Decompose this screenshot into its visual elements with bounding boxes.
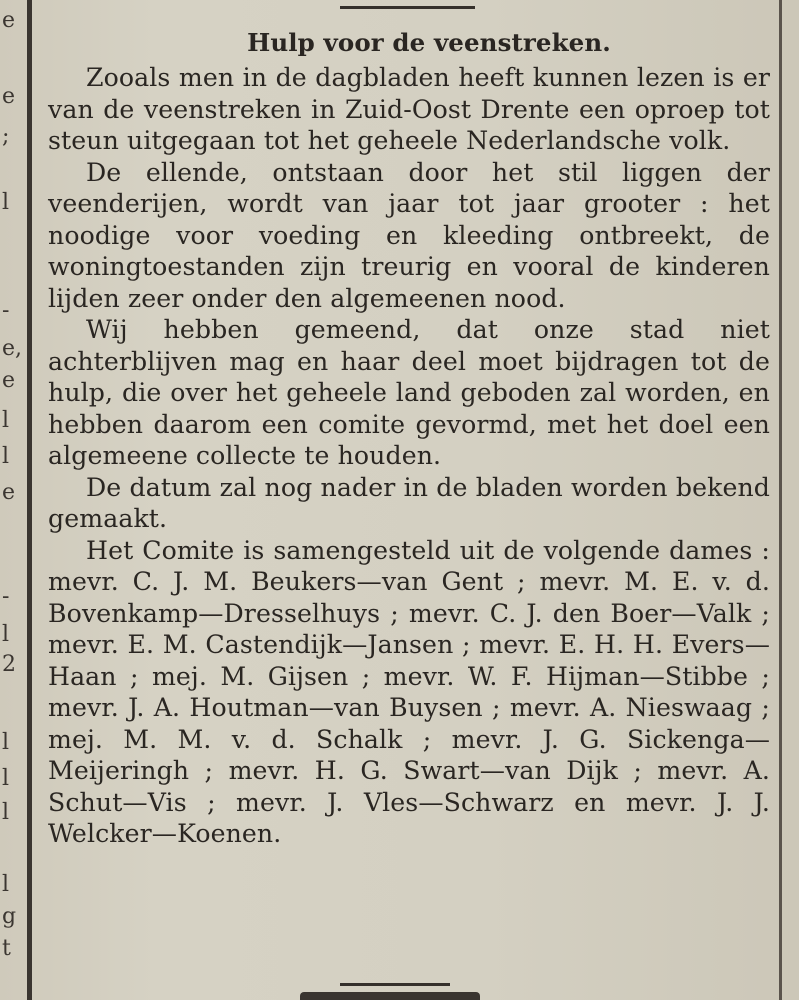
previous-column-fragment <box>0 0 26 1000</box>
article-paragraph: Wij hebben gemeend, dat onze stad niet achterblijven mag en haar deel moet bijdragen tot de hulp, die over het geheele land geboden zal worden, en hebben daarom een comite gevormd, met het doel een algemeene collecte te houden. <box>48 315 770 470</box>
margin-letter: - <box>2 298 10 323</box>
margin-letter: ; <box>2 124 10 149</box>
article-paragraph: Het Comite is samengesteld uit de volgende dames : mevr. C. J. M. Beukers—van Gent ; mevr. M. E. v. d. Bovenkamp—Dresselhuys ; mevr. C. J. den Boer—Valk ; mevr. E. M. Castendijk—Jansen ; mevr. E. H. H. Evers—Haan ; mej. M. Gijsen ; mevr. W. F. Hijman—Stibbe ; mevr. J. A. Houtman—van Buysen ; mevr. A. Nieswaag ; mej. M. M. v. d. Schalk ; mevr. J. G. Sickenga—Meijeringh ; mevr. H. G. Swart—van Dijk ; mevr. A. Schut—Vis ; mevr. J. Vles—Schwarz en mevr. J. J. Welcker—Koenen. <box>48 535 770 848</box>
margin-letter: l <box>2 872 10 897</box>
article-paragraph: De datum zal nog nader in de bladen worden bekend gemaakt. <box>48 472 770 533</box>
next-article-headline-fragment <box>300 992 480 1000</box>
margin-letter: l <box>2 190 10 215</box>
article <box>48 22 770 850</box>
margin-letter: - <box>2 584 10 609</box>
margin-letter: l <box>2 408 10 433</box>
article-paragraph: Zooals men in de dagbladen heeft kunnen lezen is er van de veenstreken in Zuid-Oost Drente een oproep tot steun uitgegaan tot het geheele Nederlandsche volk. <box>48 63 770 155</box>
margin-letter: e <box>2 368 16 393</box>
margin-letter: g <box>2 904 17 929</box>
section-rule-top <box>340 6 475 9</box>
margin-letter: e <box>2 8 16 33</box>
article-title: Hulp voor de veenstreken. <box>247 28 611 57</box>
margin-letter: t <box>2 936 11 961</box>
margin-letter: l <box>2 444 10 469</box>
article-paragraph: De ellende, ontstaan door het stil liggen der veenderijen, wordt van jaar tot jaar grooter : het noodige voor voeding en kleeding ontbreekt, de woningtoestanden zijn treurig en vooral de kinderen lijden zeer onder den algemeenen nood. <box>48 157 770 313</box>
margin-letter: l <box>2 766 10 791</box>
column-divider-right <box>779 0 782 1000</box>
margin-letter: e <box>2 84 16 109</box>
section-rule-bottom <box>340 983 450 986</box>
margin-letter: l <box>2 730 10 755</box>
margin-letter: l <box>2 800 10 825</box>
margin-letter: l <box>2 622 10 647</box>
margin-letter: 2 <box>2 652 16 677</box>
column-divider-left <box>27 0 32 1000</box>
margin-letter: e <box>2 480 16 505</box>
margin-letter: e, <box>2 336 23 361</box>
